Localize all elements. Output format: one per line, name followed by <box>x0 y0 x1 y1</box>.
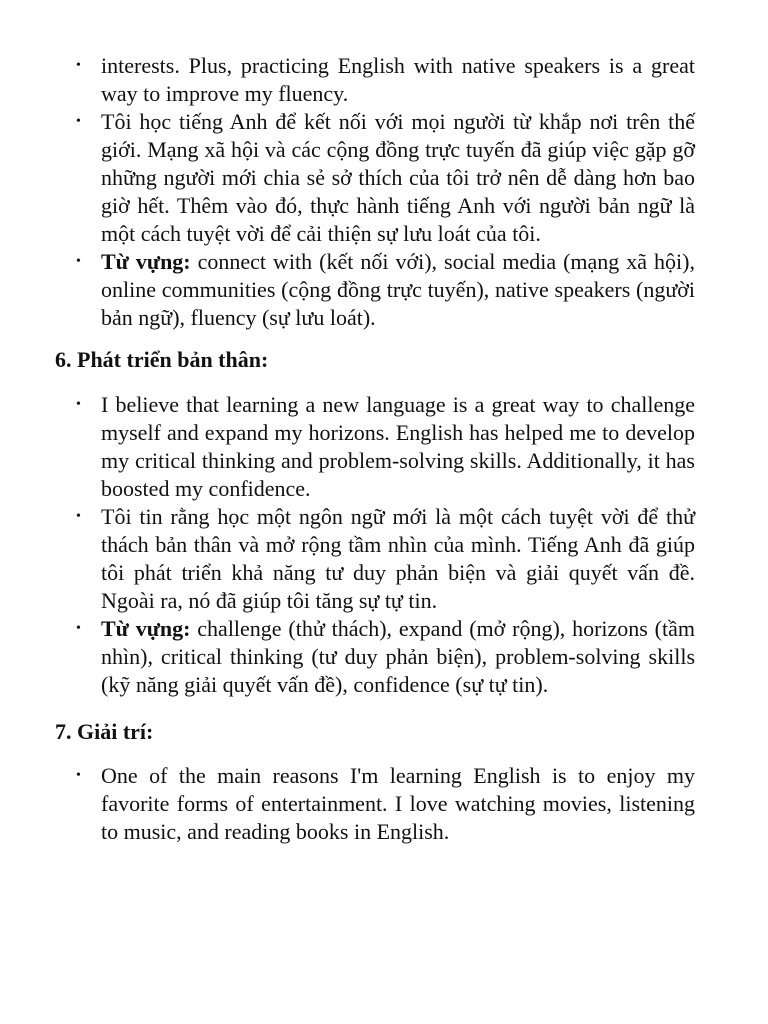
vocabulary-label: Từ vựng: <box>101 616 191 641</box>
bullet-icon: • <box>76 397 81 412</box>
list-item-text: Tôi tin rằng học một ngôn ngữ mới là một cách tuyệt vời để thử thách bản thân và mở rộng tầm nhìn của mình. Tiếng Anh đã giúp tôi phát triển khả năng tư duy phản biện và giải quyết vấn đề. Ngoài ra, nó đã giúp tôi tăng sự tự tin. <box>101 504 695 613</box>
bullet-icon: • <box>76 58 81 73</box>
bullet-list-section-7 <box>55 762 695 846</box>
list-item <box>55 108 695 248</box>
bullet-icon: • <box>76 114 81 129</box>
bullet-icon: • <box>76 254 81 269</box>
list-item <box>55 762 695 846</box>
list-item <box>55 391 695 503</box>
document-page <box>55 52 695 846</box>
section-heading-6: 6. Phát triển bản thân: <box>55 347 269 372</box>
list-item <box>55 615 695 699</box>
list-item <box>55 52 695 108</box>
bullet-icon: • <box>76 768 81 783</box>
list-item <box>55 248 695 332</box>
section-heading-7: 7. Giải trí: <box>55 719 154 744</box>
bullet-icon: • <box>76 509 81 524</box>
bullet-icon: • <box>76 621 81 636</box>
list-item-text: I believe that learning a new language is a great way to challenge myself and expand my horizons. English has helped me to develop my critical thinking and problem-solving skills. Additionally, it has boosted my confidence. <box>101 392 695 501</box>
list-item-text: connect with (kết nối với), social media (mạng xã hội), online communities (cộng đồng trực tuyến), native speakers (người bản ngữ), fluency (sự lưu loát). <box>101 249 695 330</box>
bullet-list-section-6 <box>55 391 695 699</box>
vocabulary-label: Từ vựng: <box>101 249 191 274</box>
list-item-text: challenge (thử thách), expand (mở rộng), horizons (tầm nhìn), critical thinking (tư duy phản biện), problem-solving skills (kỹ năng giải quyết vấn đề), confidence (sự tự tin). <box>101 616 695 697</box>
list-item-text: Tôi học tiếng Anh để kết nối với mọi người từ khắp nơi trên thế giới. Mạng xã hội và các cộng đồng trực tuyến đã giúp việc gặp gỡ những người mới chia sẻ sở thích của tôi trở nên dễ dàng hơn bao giờ hết. Thêm vào đó, thực hành tiếng Anh với người bản ngữ là một cách tuyệt vời để cải thiện sự lưu loát của tôi. <box>101 109 695 246</box>
list-item-text: interests. Plus, practicing English with native speakers is a great way to improve my fluency. <box>101 53 695 106</box>
list-item-text: One of the main reasons I'm learning English is to enjoy my favorite forms of entertainment. I love watching movies, listening to music, and reading books in English. <box>101 763 695 844</box>
list-item <box>55 503 695 615</box>
bullet-list-previous-section <box>55 52 695 332</box>
